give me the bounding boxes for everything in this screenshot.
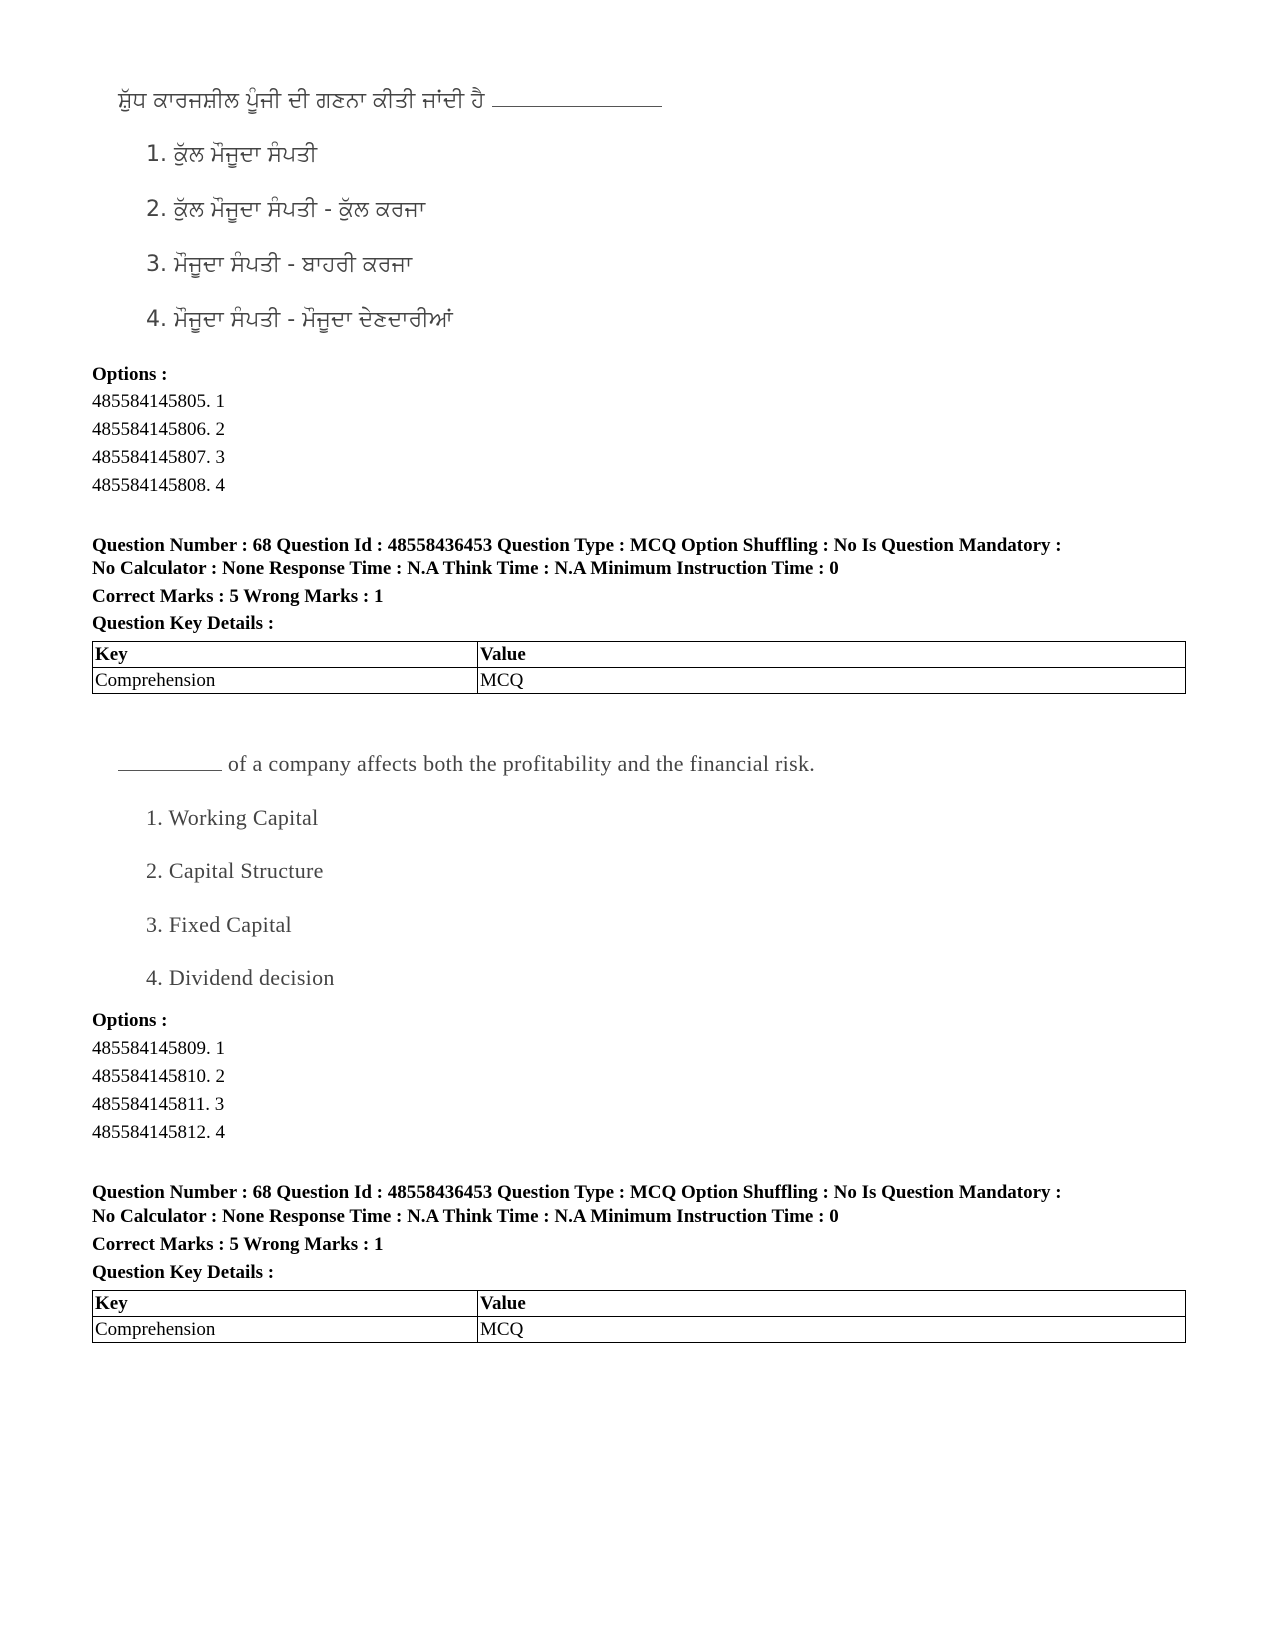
choice-2: 2. Capital Structure bbox=[146, 858, 324, 883]
answer-blank bbox=[118, 770, 222, 771]
question-key-table bbox=[92, 641, 1186, 694]
table-cell-key: Comprehension bbox=[93, 1317, 478, 1343]
key-details-label: Question Key Details : bbox=[92, 613, 275, 634]
table-header-value: Value bbox=[478, 642, 1186, 668]
table-row bbox=[93, 1317, 1186, 1343]
choice-1: 1. ਕੁੱਲ ਮੌਜੂਦਾ ਸੰਪਤੀ bbox=[146, 142, 318, 167]
option-id-3: 485584145811. 3 bbox=[92, 1094, 225, 1115]
question-meta-line-2: No Calculator : None Response Time : N.A Think Time : N.A Minimum Instruction Time : 0 bbox=[92, 558, 839, 579]
option-id-2: 485584145810. 2 bbox=[92, 1066, 225, 1087]
question-meta-line-1: Question Number : 68 Question Id : 48558436453 Question Type : MCQ Option Shuffling : No Is Question Mandatory : bbox=[92, 535, 1062, 556]
table-cell-value: MCQ bbox=[478, 1317, 1186, 1343]
key-details-label: Question Key Details : bbox=[92, 1262, 275, 1283]
table-cell-value: MCQ bbox=[478, 668, 1186, 694]
question-stem bbox=[118, 751, 815, 777]
marks-line: Correct Marks : 5 Wrong Marks : 1 bbox=[92, 1234, 384, 1255]
options-label: Options : bbox=[92, 1010, 168, 1031]
question-key-table bbox=[92, 1290, 1186, 1343]
choice-2: 2. ਕੁੱਲ ਮੌਜੂਦਾ ਸੰਪਤੀ - ਕੁੱਲ ਕਰਜਾ bbox=[146, 197, 426, 222]
option-id-4: 485584145812. 4 bbox=[92, 1122, 225, 1143]
table-cell-key: Comprehension bbox=[93, 668, 478, 694]
choice-3: 3. Fixed Capital bbox=[146, 912, 292, 937]
option-id-3: 485584145807. 3 bbox=[92, 447, 225, 468]
question-stem bbox=[118, 88, 662, 113]
table-header-row bbox=[93, 642, 1186, 668]
choice-4: 4. Dividend decision bbox=[146, 965, 335, 990]
question-meta-line-1: Question Number : 68 Question Id : 48558436453 Question Type : MCQ Option Shuffling : No Is Question Mandatory : bbox=[92, 1182, 1062, 1203]
option-id-4: 485584145808. 4 bbox=[92, 475, 225, 496]
choice-1: 1. Working Capital bbox=[146, 805, 319, 830]
table-header-row bbox=[93, 1291, 1186, 1317]
option-id-1: 485584145809. 1 bbox=[92, 1038, 225, 1059]
options-label: Options : bbox=[92, 364, 168, 385]
question-meta-line-2: No Calculator : None Response Time : N.A Think Time : N.A Minimum Instruction Time : 0 bbox=[92, 1206, 839, 1227]
table-header-key: Key bbox=[93, 642, 478, 668]
table-header-key: Key bbox=[93, 1291, 478, 1317]
marks-line: Correct Marks : 5 Wrong Marks : 1 bbox=[92, 586, 384, 607]
table-row bbox=[93, 668, 1186, 694]
option-id-1: 485584145805. 1 bbox=[92, 391, 225, 412]
table-header-value: Value bbox=[478, 1291, 1186, 1317]
question-stem-text: ਸ਼ੁੱਧ ਕਾਰਜਸ਼ੀਲ ਪੂੰਜੀ ਦੀ ਗਣਨਾ ਕੀਤੀ ਜਾਂਦੀ ਹੈ bbox=[118, 88, 485, 113]
option-id-2: 485584145806. 2 bbox=[92, 419, 225, 440]
question-stem-text: of a company affects both the profitability and the financial risk. bbox=[227, 751, 816, 776]
choice-3: 3. ਮੌਜੂਦਾ ਸੰਪਤੀ - ਬਾਹਰੀ ਕਰਜਾ bbox=[146, 252, 413, 277]
choice-4: 4. ਮੌਜੂਦਾ ਸੰਪਤੀ - ਮੌਜੂਦਾ ਦੇਣਦਾਰੀਆਂ bbox=[146, 307, 453, 332]
answer-blank bbox=[492, 106, 662, 107]
